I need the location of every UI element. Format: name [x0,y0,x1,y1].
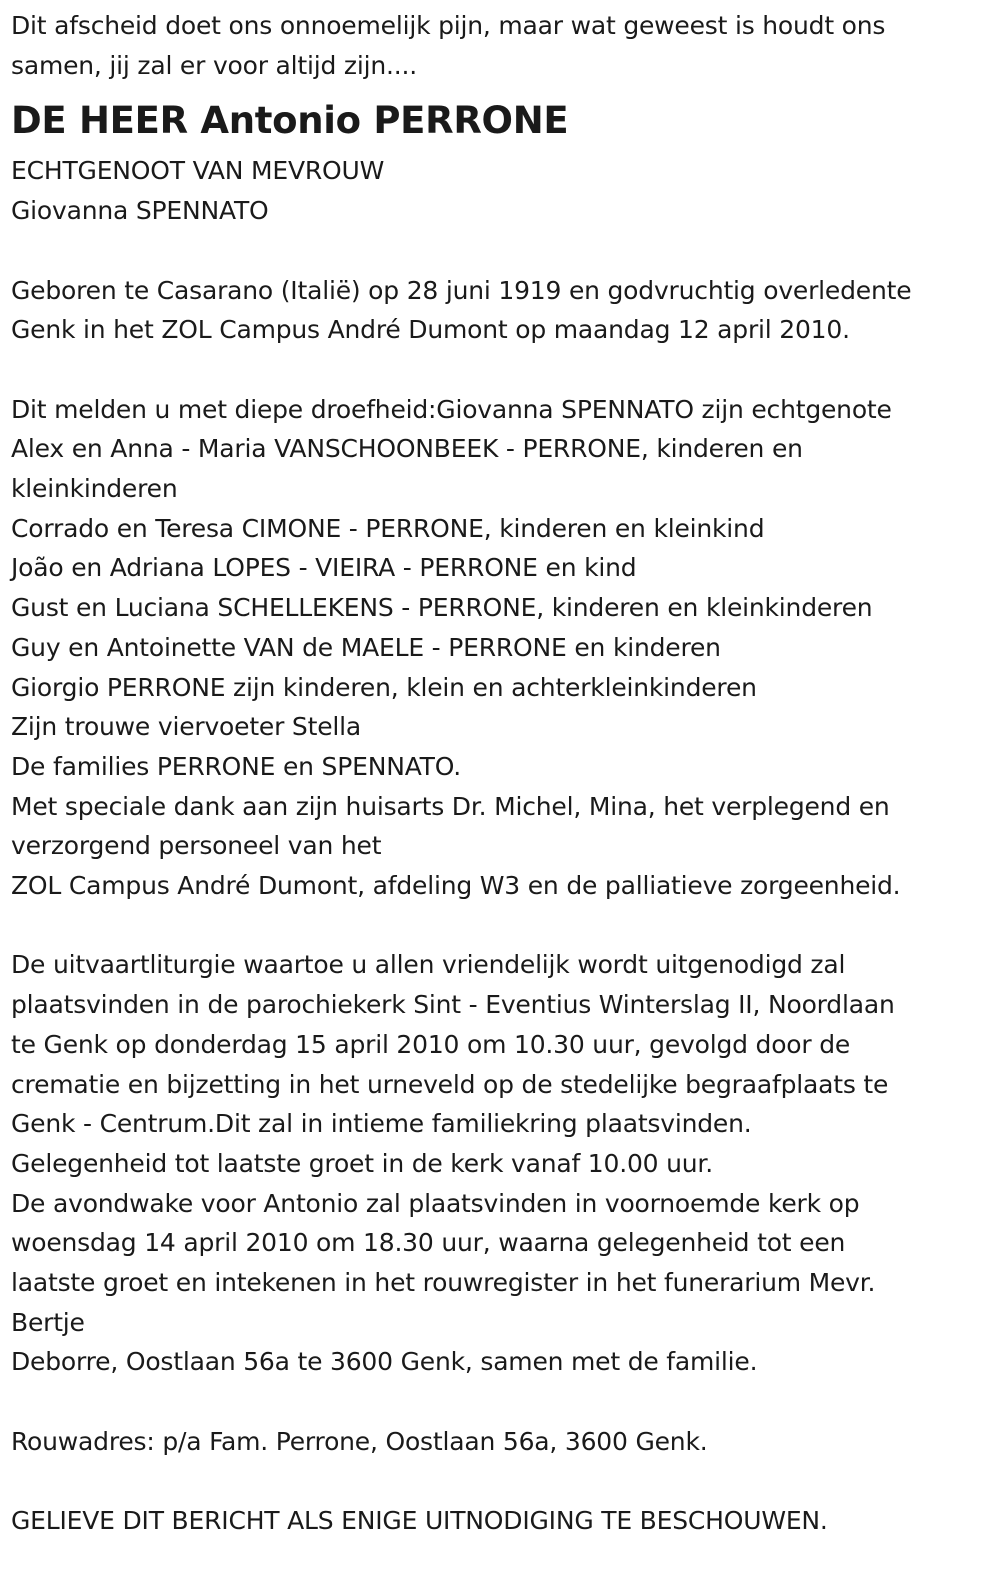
paragraph-gap [11,1382,986,1422]
ceremony-line: plaatsvinden in de parochiekerk Sint - Eventius Winterslag II, Noordlaan [11,990,895,1020]
ceremony-line: te Genk op donderdag 15 april 2010 om 10.30 uur, gevolgd door de [11,1029,851,1059]
family-line: verzorgend personeel van het [11,831,382,861]
obituary-notice [11,6,986,1541]
ceremony-line: woensdag 14 april 2010 om 18.30 uur, waarna gelegenheid tot een [11,1228,846,1258]
mourning-address: Rouwadres: p/a Fam. Perrone, Oostlaan 56a, 3600 Genk. [11,1426,708,1456]
family-line: Zijn trouwe viervoeter Stella [11,712,361,742]
birth-line: Geboren te Casarano (Italië) op 28 juni 1919 en godvruchtig overledente [11,275,912,305]
family-line: De families PERRONE en SPENNATO. [11,751,461,781]
deceased-name-title: DE HEER Antonio PERRONE [11,99,569,143]
family-line: Corrado en Teresa CIMONE - PERRONE, kinderen en kleinkind [11,513,765,543]
paragraph-gap [11,1462,986,1502]
spouse-line: ECHTGENOOT VAN MEVROUW [11,156,385,186]
family-line: Guy en Antoinette VAN de MAELE - PERRONE en kinderen [11,632,721,662]
ceremony-line: Bertje [11,1307,85,1337]
family-line: Giorgio PERRONE zijn kinderen, klein en achterkleinkinderen [11,672,757,702]
intro-line: samen, jij zal er voor altijd zijn.... [11,50,417,80]
ceremony-line: De avondwake voor Antonio zal plaatsvinden in voornoemde kerk op [11,1188,860,1218]
paragraph-gap [11,350,986,390]
ceremony-line: Gelegenheid tot laatste groet in de kerk vanaf 10.00 uur. [11,1148,713,1178]
intro-line: Dit afscheid doet ons onnoemelijk pijn, maar wat geweest is houdt ons [11,11,886,40]
spouse-line: Giovanna SPENNATO [11,196,269,226]
paragraph-gap [11,906,986,946]
family-line: Dit melden u met diepe droefheid:Giovanna SPENNATO zijn echtgenote [11,394,892,424]
family-line: ZOL Campus André Dumont, afdeling W3 en de palliatieve zorgeenheid. [11,871,901,901]
family-line: kleinkinderen [11,474,178,503]
ceremony-line: Genk - Centrum.Dit zal in intieme familiekring plaatsvinden. [11,1109,752,1139]
family-line: Alex en Anna - Maria VANSCHOONBEEK - PERRONE, kinderen en [11,434,803,464]
family-line: Met speciale dank aan zijn huisarts Dr. Michel, Mina, het verplegend en [11,791,890,821]
ceremony-line: crematie en bijzetting in het urneveld op de stedelijke begraafplaats te [11,1069,889,1099]
family-line: Gust en Luciana SCHELLEKENS - PERRONE, kinderen en kleinkinderen [11,593,873,623]
ceremony-line: Deborre, Oostlaan 56a te 3600 Genk, samen met de familie. [11,1347,758,1377]
ceremony-line: laatste groet en intekenen in het rouwregister in het funerarium Mevr. [11,1268,876,1298]
closing-notice: GELIEVE DIT BERICHT ALS ENIGE UITNODIGING TE BESCHOUWEN. [11,1506,828,1536]
birth-line: Genk in het ZOL Campus André Dumont op maandag 12 april 2010. [11,315,850,345]
ceremony-line: De uitvaartliturgie waartoe u allen vriendelijk wordt uitgenodigd zal [11,950,846,980]
paragraph-gap [11,231,986,271]
family-line: João en Adriana LOPES - VIEIRA - PERRONE en kind [11,553,637,583]
